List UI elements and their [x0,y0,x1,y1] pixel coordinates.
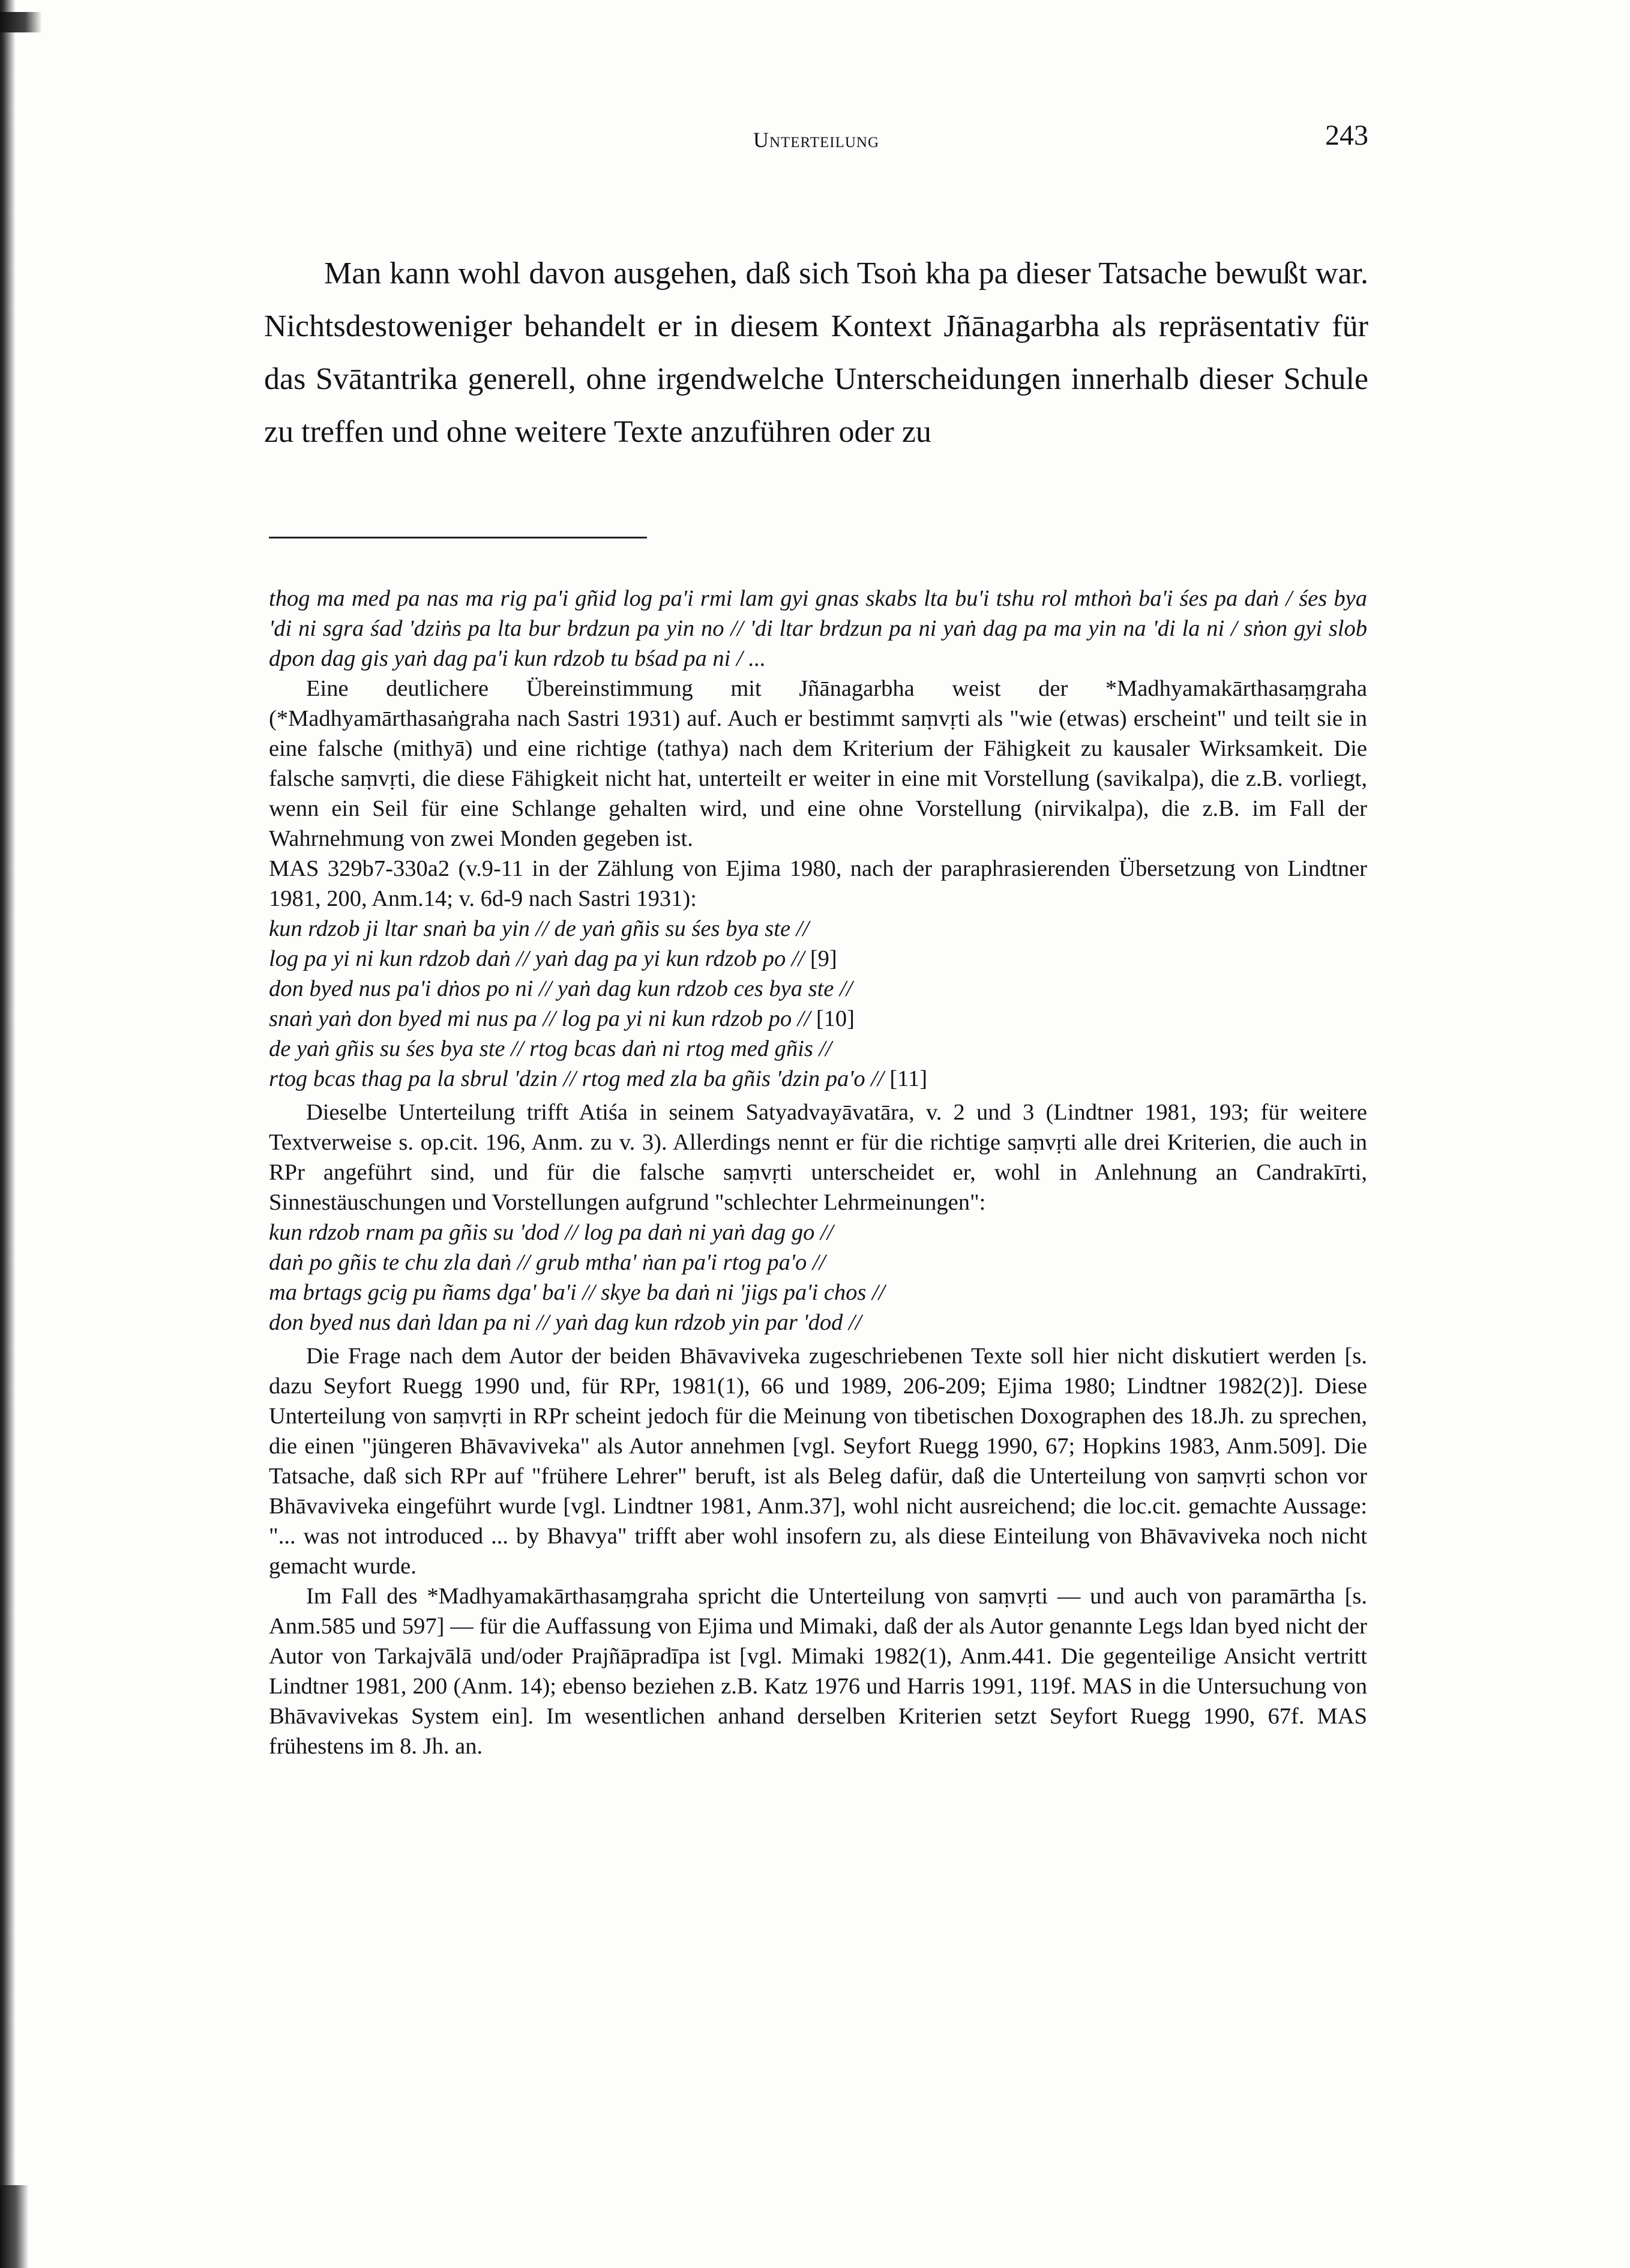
verse-group-mas [269,914,1367,1094]
binding-mark-top [0,12,42,32]
verse-text: rtog bcas thag pa la sbrul 'dzin // rtog med zla ba gñis 'dzin pa'o // [269,1066,884,1091]
binding-mark-bottom [0,2185,29,2268]
verse-text: log pa yi ni kun rdzob daṅ // yaṅ dag pa yi kun rdzob po // [269,946,805,971]
verse-text: de yaṅ gñis su śes bya ste // rtog bcas daṅ ni rtog med gñis // [269,1036,832,1061]
footnote-tibetan-quote: thog ma med pa nas ma rig pa'i gñid log pa'i rmi lam gyi gnas skabs lta bu'i tshu rol mthoṅ ba'i śes pa daṅ / śes bya 'di ni sgra śad 'dziṅs pa lta bur brdzun pa yin no // 'di ltar brdzun pa ni yaṅ dag pa ma yin na 'di la ni / sṅon gyi slob dpon dag gis yaṅ dag pa'i kun rdzob tu bśad pa ni / ... [269,586,1367,671]
page-number: 243 [1325,119,1368,151]
footnote-para-dieselbe: Dieselbe Unterteilung trifft Atiśa in seinem Satyadvayāvatāra, v. 2 und 3 (Lindtner 1981, 193; für weitere Textverweise s. op.cit. 196, Anm. zu v. 3). Allerdings nennt er für die richtige saṃvṛti alle drei Kriterien, die auch in RPr angeführt sind, und für die falsche saṃvṛti unterscheidet er, wohl in Anlehnung an Candrakīrti, Sinnestäuschungen und Vorstellungen aufgrund "schlechter Lehrmeinungen": [269,1100,1367,1215]
page-header [264,119,1368,161]
verse-number: [10] [816,1006,855,1031]
verse-line: ma brtags gcig pu ñams dga' ba'i // skye ba daṅ ni 'jigs pa'i chos // [269,1280,885,1305]
verse-line: kun rdzob rnam pa gñis su 'dod // log pa daṅ ni yaṅ dag go // [269,1220,834,1245]
footnote-para-mas: MAS 329b7-330a2 (v.9-11 in der Zählung von Ejima 1980, nach der paraphrasierenden Übersetzung von Lindtner 1981, 200, Anm.14; v. 6d-9 nach Sastri 1931): [269,856,1367,911]
verse-line [269,1034,1367,1064]
footnote-para-eine: Eine deutlichere Übereinstimmung mit Jñānagarbha weist der *Madhyamakārthasaṃgraha (*Madhyamārthasaṅgraha nach Sastri 1931) auf. Auch er bestimmt saṃvṛti als "wie (etwas) erscheint" und teilt sie in eine falsche (mithyā) und eine richtige (tathya) nach dem Kriterium der Fähigkeit zu kausaler Wirksamkeit. Die falsche saṃvṛti, die diese Fähigkeit nicht hat, unterteilt er weiter in eine mit Vorstellung (savikalpa), die z.B. vorliegt, wenn ein Seil für eine Schlange gehalten wird, und eine ohne Vorstellung (nirvikalpa), die z.B. im Fall der Wahrnehmung von zwei Monden gegeben ist. [269,676,1367,851]
verse-line [269,944,1367,974]
footnote-para-frage: Die Frage nach dem Autor der beiden Bhāvaviveka zugeschriebenen Texte soll hier nicht diskutiert werden [s. dazu Seyfort Ruegg 1990 und, für RPr, 1981(1), 66 und 1989, 206-209; Ejima 1980; Lindtner 1982(2)]. Diese Unterteilung von saṃvṛti in RPr scheint jedoch für die Meinung von tibetischen Doxographen des 18.Jh. zu sprechen, die einen "jüngeren Bhāvaviveka" als Autor annehmen [vgl. Seyfort Ruegg 1990, 67; Hopkins 1983, Anm.509]. Die Tatsache, daß sich RPr auf "frühere Lehrer" beruft, ist als Beleg dafür, daß die Unterteilung von saṃvṛti schon vor Bhāvaviveka eingeführt wurde [vgl. Lindtner 1981, Anm.37], wohl nicht ausreichend; die loc.cit. gemachte Aussage: "... was not introduced ... by Bhavya" trifft aber wohl insofern zu, als diese Einteilung von Bhāvaviveka noch nicht gemacht wurde. [269,1344,1367,1579]
binding-edge-shadow [0,0,16,2268]
verse-number: [11] [889,1066,928,1091]
verse-number: [9] [810,946,837,971]
footnote-para-imfall: Im Fall des *Madhyamakārthasaṃgraha spricht die Unterteilung von saṃvṛti — und auch von paramārtha [s. Anm.585 und 597] — für die Auffassung von Ejima und Mimaki, daß der als Autor genannte Legs ldan byed nicht der Autor von Tarkajvālā und/oder Prajñāpradīpa ist [vgl. Mimaki 1982(1), Anm.441. Die gegenteilige Ansicht vertritt Lindtner 1981, 200 (Anm. 14); ebenso beziehen z.B. Katz 1976 und Harris 1991, 119f. MAS in die Untersuchung von Bhāvavivekas System ein]. Im wesentlichen anhand derselben Kriterien setzt Seyfort Ruegg 1990, 67f. MAS frühestens im 8. Jh. an. [269,1584,1367,1759]
footnote-separator [269,537,647,538]
verse-text: don byed nus pa'i dṅos po ni // yaṅ dag kun rdzob ces bya ste // [269,976,853,1001]
verse-line [269,914,1367,944]
verse-line [269,1064,1367,1094]
verse-line: daṅ po gñis te chu zla daṅ // grub mtha' ṅan pa'i rtog pa'o // [269,1250,826,1275]
verse-line [269,1004,1367,1034]
verse-text: kun rdzob ji ltar snaṅ ba yin // de yaṅ gñis su śes bya ste // [269,916,810,941]
verse-line [269,974,1367,1004]
main-paragraph: Man kann wohl davon ausgehen, daß sich Tsoṅ kha pa dieser Tatsache bewußt war. Nichtsdestoweniger behandelt er in diesem Kontext Jñānagarbha als repräsentativ für das Svātantrika generell, ohne irgendwelche Unterscheidungen innerhalb dieser Schule zu treffen und ohne weitere Texte anzuführen oder zu [264,256,1368,449]
verse-group-atisa [269,1217,1367,1338]
running-head: Unterteilung [753,128,880,152]
verse-line: don byed nus daṅ ldan pa ni // yaṅ dag kun rdzob yin par 'dod // [269,1310,862,1335]
footnote-block [269,584,1367,1761]
verse-text: snaṅ yaṅ don byed mi nus pa // log pa yi ni kun rdzob po // [269,1006,811,1031]
